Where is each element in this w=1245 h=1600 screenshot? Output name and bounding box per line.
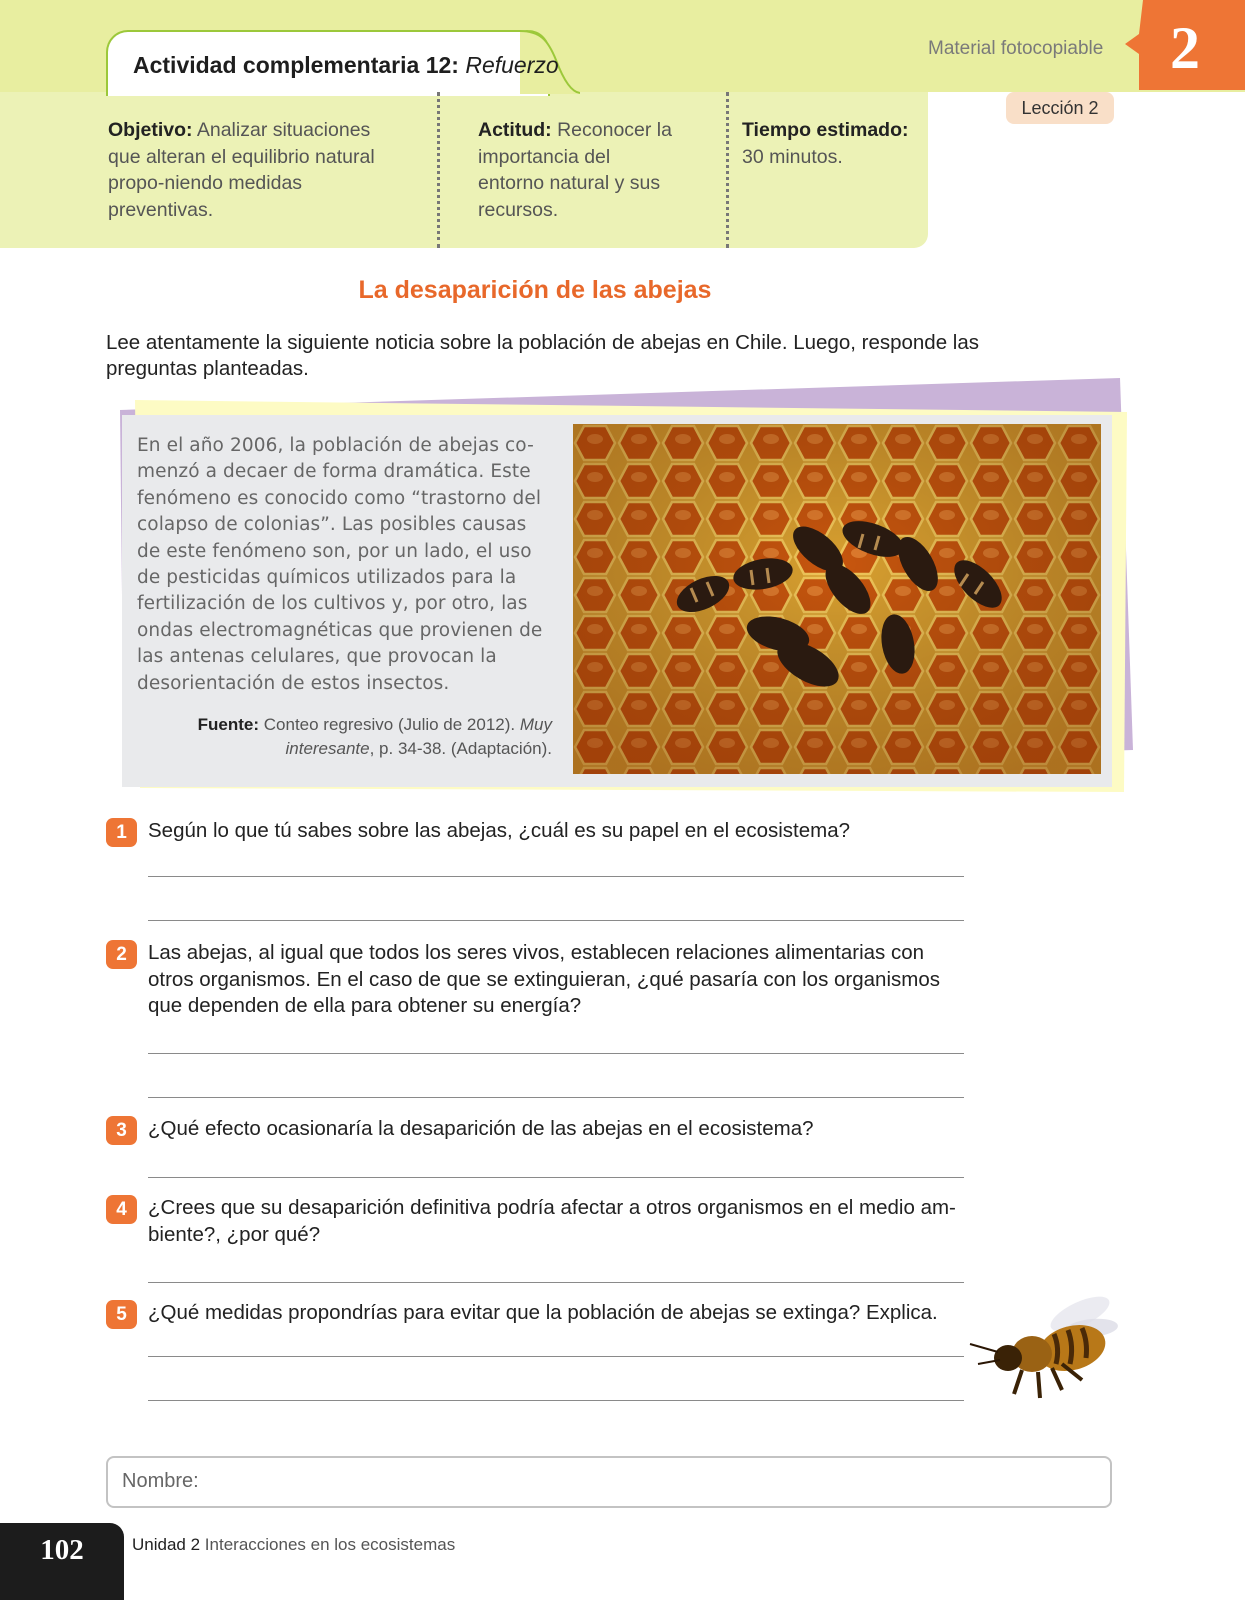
- question-number: 4: [106, 1195, 137, 1224]
- objective-text: Analizar situaciones que alteran el equilibrio natural propo-niendo medidas preventivas.: [108, 119, 375, 221]
- source-pages: , p. 34-38. (Adaptación).: [369, 738, 552, 758]
- news-text: En el año 2006, la población de abejas co-menzó a decaer de forma dramática. Este fenómeno es conocido como “trastorno del colapso de colonias”. Las posibles causas de este fenómeno son, por un lado, el uso de pesticidas químicos utilizados para la fertilización de los cultivos y, por otro, las ondas electromagnéticas que provienen de las antenas celulares, que provocan la desorientación de estos insectos.: [137, 435, 543, 694]
- activity-title: [133, 52, 559, 79]
- question-number: 5: [106, 1300, 137, 1329]
- answer-line[interactable]: [148, 1282, 964, 1283]
- name-field[interactable]: [106, 1456, 1112, 1508]
- answer-line[interactable]: [148, 876, 964, 877]
- answer-line[interactable]: [148, 1053, 964, 1054]
- activity-title-sub: Refuerzo: [465, 52, 559, 78]
- attitude: [478, 117, 678, 223]
- material-label: Material fotocopiable: [928, 38, 1104, 59]
- lesson-badge: Lección 2: [1006, 92, 1114, 124]
- answer-line[interactable]: [148, 1097, 964, 1098]
- question-text: ¿Crees que su desaparición definitiva podría afectar a otros organismos en el medio am-biente?, ¿por qué?: [148, 1196, 956, 1246]
- intro-text: Lee atentamente la siguiente noticia sobre la población de abejas en Chile. Luego, responde las preguntas planteadas.: [106, 331, 980, 380]
- question-text: Según lo que tú sabes sobre las abejas, ¿cuál es su papel en el ecosistema?: [148, 819, 850, 842]
- question-number: 3: [106, 1116, 137, 1145]
- attitude-label: Actitud:: [478, 119, 552, 141]
- bee-photo: [962, 1284, 1132, 1404]
- objective: [108, 117, 408, 223]
- news-source: [137, 713, 552, 760]
- time-text: 30 minutos.: [742, 145, 843, 168]
- footer-unit-label: Unidad 2: [132, 1535, 201, 1554]
- source-text: Conteo regresivo (Julio de 2012).: [263, 715, 516, 734]
- attitude-text: Reconocer la importancia del entorno natural y sus recursos.: [478, 119, 672, 221]
- source-magazine: Muy interesante: [285, 715, 552, 758]
- answer-line[interactable]: [148, 1356, 964, 1357]
- divider: [726, 92, 729, 248]
- unit-number: 2: [1170, 15, 1200, 81]
- estimated-time: [742, 117, 932, 170]
- answer-line[interactable]: [148, 920, 964, 921]
- answer-line[interactable]: [148, 1400, 964, 1401]
- time-label: Tiempo estimado:: [742, 119, 909, 141]
- question-number: 2: [106, 940, 137, 969]
- activity-title-main: Actividad complementaria 12:: [133, 52, 459, 78]
- page-number: 102: [40, 1534, 84, 1566]
- name-label: Nombre:: [122, 1470, 199, 1492]
- question-text: Las abejas, al igual que todos los seres vivos, establecen relaciones alimentarias con otros organismos. En el caso de que se extinguieran, ¿qué pasaría con los organismos que dependen de ella para obtener su energía?: [148, 941, 940, 1017]
- objective-label: Objetivo:: [108, 119, 193, 141]
- footer-unit: [132, 1535, 455, 1555]
- honeycomb-bees-photo: [573, 424, 1101, 774]
- question-text: ¿Qué medidas propondrías para evitar que la población de abejas se extinga? Explica.: [148, 1301, 938, 1324]
- question-number: 1: [106, 818, 137, 847]
- footer-unit-title: Interacciones en los ecosistemas: [204, 1535, 456, 1554]
- answer-line[interactable]: [148, 1177, 964, 1178]
- question-text: ¿Qué efecto ocasionaría la desaparición de las abejas en el ecosistema?: [148, 1117, 814, 1140]
- article-title: La desaparición de las abejas: [358, 276, 712, 304]
- divider: [437, 92, 440, 248]
- source-label: Fuente:: [197, 715, 260, 734]
